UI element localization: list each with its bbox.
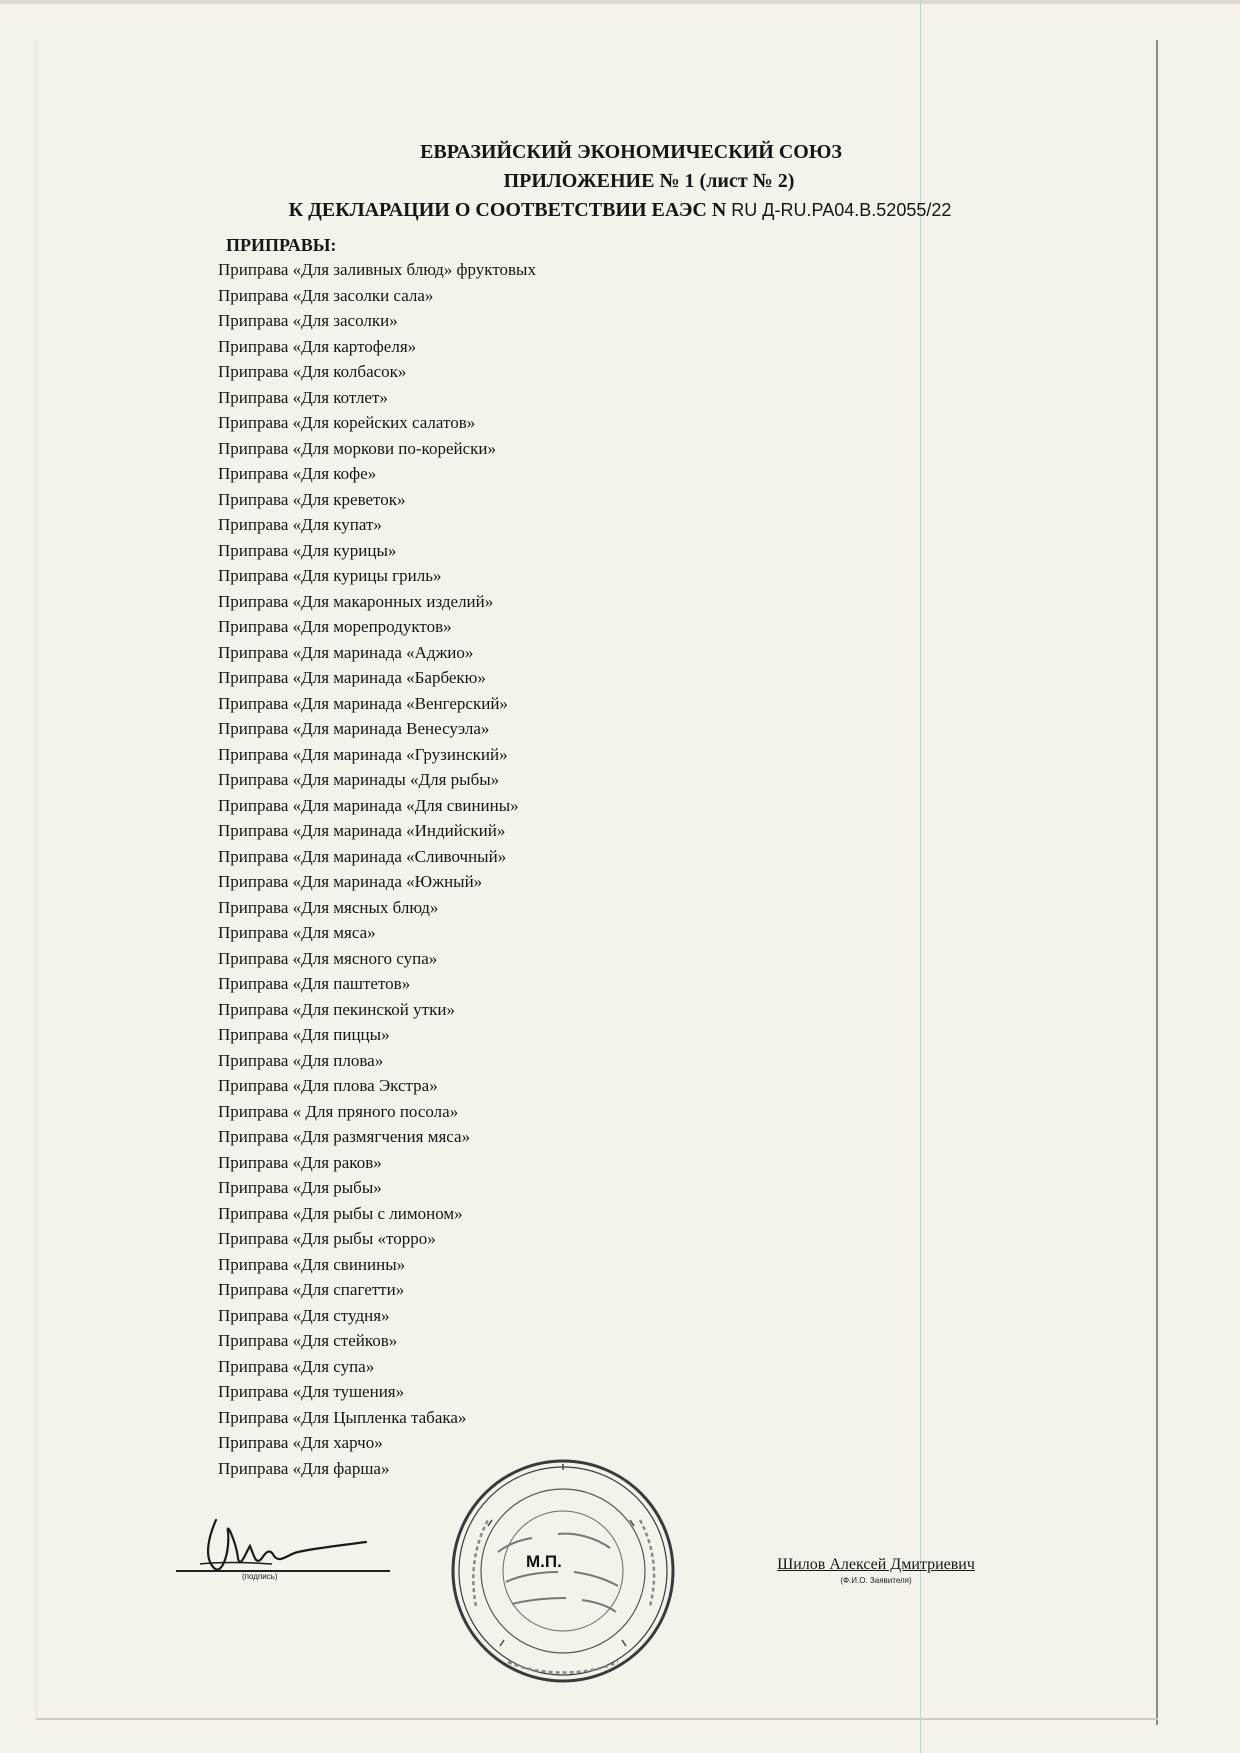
seasonings-section [218, 233, 918, 1481]
list-item: Приправа «Для пекинской утки» [218, 999, 455, 1019]
stamp-mark: М.П. [526, 1552, 562, 1571]
list-item: Приправа «Для харчо» [218, 1433, 383, 1452]
company-seal [448, 1456, 678, 1686]
list-item: Приправа «Для тушения» [218, 1382, 405, 1401]
list-item: Приправа «Для засолки» [218, 311, 398, 330]
header-appendix-title: ПРИЛОЖЕНИЕ № 1 (лист № 2) [503, 170, 795, 192]
list-item: Приправа «Для маринада «Барбекю» [218, 668, 486, 687]
applicant-caption: (Ф.И.О. Заявителя) [840, 1576, 912, 1585]
scan-fold-line [920, 0, 921, 1753]
list-item: Приправа «Для маринада «Аджио» [218, 642, 474, 662]
signature-caption: (подпись) [242, 1572, 278, 1581]
list-item: Приправа «Для морепродуктов» [218, 617, 452, 636]
list-item: Приправа «Для курицы гриль» [218, 566, 442, 585]
list-item: Приправа «Для корейских салатов» [218, 413, 476, 432]
list-item: Приправа «Для Цыпленка табака» [218, 1407, 467, 1427]
list-item: Приправа «Для заливных блюд» фруктовых [218, 260, 536, 279]
scan-frame-bottom [36, 1718, 1158, 1720]
scan-edge-top [0, 0, 1240, 4]
list-item: Приправа «Для плова» [218, 1050, 384, 1070]
signature-line [176, 1570, 390, 1572]
scan-frame-left [36, 40, 37, 1720]
list-item: Приправа «Для мясных блюд» [218, 897, 439, 917]
list-item: Приправа «Для маринада «Сливочный» [218, 846, 507, 866]
list-item: Приправа «Для маринада «Для свинины» [218, 795, 519, 815]
list-item: Приправа «Для плова Экстра» [218, 1076, 438, 1095]
applicant-name: Шилов Алексей Дмитриевич [777, 1556, 975, 1573]
list-item: Приправа «Для рыбы «торро» [218, 1229, 436, 1248]
list-item: Приправа «Для колбасок» [218, 362, 407, 381]
list-item: Приправа «Для рыбы с лимоном» [218, 1203, 463, 1223]
list-item: Приправа «Для маринада «Венгерский» [218, 693, 508, 713]
list-item: Приправа « Для пряного посола» [218, 1101, 459, 1121]
list-item: Приправа «Для кофе» [218, 464, 377, 483]
list-item: Приправа «Для маринады «Для рыбы» [218, 770, 500, 789]
list-item: Приправа «Для спагетти» [218, 1280, 405, 1299]
seasonings-list [218, 257, 918, 1481]
list-item: Приправа «Для размягчения мяса» [218, 1127, 471, 1146]
declaration-number: RU Д-RU.РА04.В.52055/22 [731, 200, 952, 220]
list-item: Приправа «Для фарша» [218, 1458, 390, 1478]
header-union-title: ЕВРАЗИЙСКИЙ ЭКОНОМИЧЕСКИЙ СОЮЗ [420, 141, 842, 163]
list-item: Приправа «Для студня» [218, 1305, 390, 1325]
list-item: Приправа «Для засолки сала» [218, 285, 434, 305]
list-item: Приправа «Для паштетов» [218, 974, 411, 993]
document-header [240, 138, 1000, 225]
list-item: Приправа «Для рыбы» [218, 1178, 382, 1197]
list-item: Приправа «Для картофеля» [218, 336, 417, 356]
list-item: Приправа «Для свинины» [218, 1254, 406, 1274]
list-item: Приправа «Для моркови по-корейски» [218, 438, 496, 458]
list-item: Приправа «Для мясного супа» [218, 948, 438, 968]
scan-frame-right [1156, 40, 1158, 1725]
header-declaration-title [240, 196, 1000, 225]
list-item: Приправа «Для котлет» [218, 387, 388, 407]
list-item: Приправа «Для макаронных изделий» [218, 591, 494, 611]
list-item: Приправа «Для маринада «Грузинский» [218, 744, 508, 764]
applicant-block [756, 1555, 996, 1586]
list-item: Приправа «Для супа» [218, 1356, 375, 1376]
list-item: Приправа «Для маринада «Индийский» [218, 821, 506, 840]
signature-block [176, 1512, 396, 1582]
list-item: Приправа «Для мяса» [218, 923, 376, 942]
list-item: Приправа «Для маринада Венесуэла» [218, 719, 490, 738]
list-item: Приправа «Для креветок» [218, 489, 406, 509]
declaration-prefix: К ДЕКЛАРАЦИИ О СООТВЕТСТВИИ ЕАЭС N [288, 199, 727, 221]
list-item: Приправа «Для маринада «Южный» [218, 872, 483, 891]
list-item: Приправа «Для раков» [218, 1152, 382, 1172]
list-item: Приправа «Для пиццы» [218, 1025, 390, 1044]
list-item: Приправа «Для стейков» [218, 1331, 398, 1350]
list-item: Приправа «Для курицы» [218, 540, 397, 560]
seasonings-heading: ПРИПРАВЫ: [226, 235, 337, 255]
list-item: Приправа «Для купат» [218, 515, 382, 534]
